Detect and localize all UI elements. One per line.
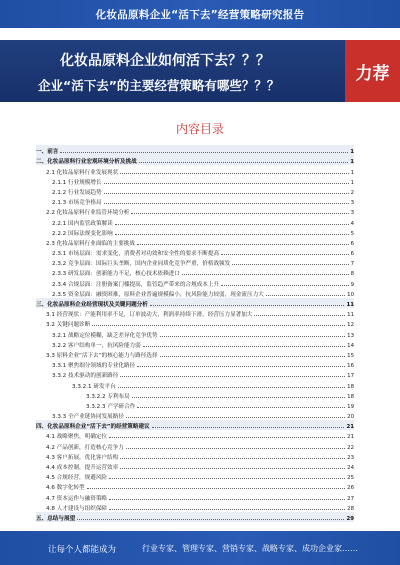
toc-entry-label: 一、前言 (36, 149, 59, 156)
toc-page-number: 1 (350, 149, 354, 156)
banner-subheadline: 企业“活下去”的主要经营策略有哪些？？？ (38, 78, 280, 93)
toc-entry-label: 2.3 化妆品原料行业面临的主要挑战 (46, 240, 135, 247)
toc-page-number: 5 (350, 230, 354, 237)
toc-leader-dots (143, 346, 345, 347)
toc-entry-label: 2.1.1 行业规模增长 (52, 179, 102, 186)
toc-page-number: 1 (350, 179, 354, 186)
toc-entry[interactable] (36, 440, 354, 450)
toc-leader-dots (120, 376, 345, 377)
banner-headline: 化妆品原料企业如何活下去？？？ (60, 53, 270, 69)
toc-page-number: 28 (347, 505, 354, 512)
toc-leader-dots (126, 417, 345, 418)
toc-entry-label: 4.6 数字化转型 (46, 485, 85, 492)
toc-page-number: 1 (350, 169, 354, 176)
toc-entry[interactable] (36, 165, 354, 175)
toc-entry[interactable] (36, 502, 354, 512)
toc-entry-label: 3.3.1 聚焦细分领域的专业化路径 (52, 363, 136, 370)
toc-entry[interactable] (36, 237, 354, 247)
toc-entry[interactable] (36, 379, 354, 389)
toc-entry[interactable] (36, 206, 354, 216)
toc-entry[interactable] (36, 227, 354, 237)
toc-leader-dots (160, 336, 346, 337)
toc-leader-dots (92, 325, 345, 326)
toc-entry[interactable] (36, 176, 354, 186)
toc-page-number: 25 (347, 475, 354, 482)
toc-page-number: 18 (347, 383, 354, 390)
toc-page-number: 14 (347, 342, 354, 349)
toc-page-number: 24 (347, 465, 354, 471)
toc-entry[interactable] (36, 155, 354, 165)
toc-leader-dots (115, 224, 349, 225)
toc-entry-label: 2.2 化妆品原料行业监管环境分析 (46, 210, 130, 217)
toc-entry[interactable] (36, 491, 354, 501)
toc-title: 内容目录 (175, 122, 224, 136)
toc-page-number: 21 (347, 434, 354, 441)
toc-page-number: 12 (347, 322, 354, 329)
toc-leader-dots (126, 448, 345, 449)
toc-entry[interactable] (36, 430, 354, 440)
toc-page-number: 16 (347, 363, 354, 370)
toc-leader-dots (104, 203, 349, 204)
toc-entry[interactable] (36, 451, 354, 461)
toc-entry[interactable] (36, 145, 354, 155)
toc-leader-dots (137, 244, 349, 245)
toc-leader-dots (109, 478, 345, 479)
toc-entry-label: 2.2.1 国内监管政策解读 (52, 220, 113, 227)
toc-page-number: 27 (347, 495, 354, 502)
toc-leader-dots (254, 315, 345, 316)
toc-page-number: 15 (347, 352, 354, 359)
toc-entry-label: 4.1 战略聚焦，明确定位 (46, 434, 108, 441)
toc-entry[interactable] (36, 339, 354, 349)
toc-entry-label: 2.3.1 市场层面：需求变化，消费者对功效和安全性的要求不断提高 (52, 251, 220, 258)
toc-entry[interactable] (36, 267, 354, 277)
toc-leader-dots (150, 305, 345, 306)
toc-page-number: 19 (347, 403, 354, 410)
toc-entry[interactable] (36, 257, 354, 267)
toc-page-number: 23 (347, 454, 354, 461)
toc-entry-label: 2.3.5 资金层面：融资困难，原料企业普遍规模偏小，抗风险能力较弱，现金流压力大 (52, 291, 264, 298)
toc-entry[interactable] (36, 512, 354, 522)
toc-entry[interactable] (36, 196, 354, 206)
toc-leader-dots (120, 173, 348, 174)
toc-entry[interactable] (36, 216, 354, 226)
toc-leader-dots (60, 152, 348, 153)
brand-stamp-text: 力荐 (355, 63, 390, 84)
toc-entry-label: 4.7 资本运作与融资策略 (46, 495, 108, 502)
toc-leader-dots (132, 397, 345, 398)
toc-page-number: 21 (346, 424, 354, 431)
toc-entry-label: 2.3.2 竞争层面：国际巨头垄断，国内企业同质化竞争严重，价格战频发 (52, 261, 231, 268)
toc-entry-label: 3.3.2 技术驱动的创新路径 (52, 373, 119, 380)
toc-entry-label: 四、化妆品原料企业“活下去”的经营策略建议 (36, 424, 150, 431)
title-banner (0, 40, 400, 102)
toc-entry-label: 2.1.3 市场竞争格局 (52, 200, 102, 207)
toc-page-number: 4 (350, 220, 354, 227)
toc-page-number: 3 (350, 200, 354, 207)
toc-leader-dots (139, 162, 349, 163)
toc-entry[interactable] (36, 410, 354, 420)
toc-entry[interactable] (36, 349, 354, 359)
toc-page-number: 13 (347, 332, 354, 339)
toc-leader-dots (137, 407, 345, 408)
toc-page-number: 17 (347, 373, 354, 380)
toc-page-number: 29 (346, 515, 354, 522)
toc-entry[interactable] (36, 288, 354, 298)
toc-page-number: 2 (350, 189, 354, 196)
toc-leader-dots (109, 499, 345, 500)
toc-leader-dots (137, 366, 345, 367)
toc-entry-label: 4.5 合规经营，规避风险 (46, 475, 108, 482)
toc-page-number: 7 (350, 261, 354, 268)
toc-entry-label: 4.3 客户拓展，优化客户结构 (46, 454, 119, 461)
toc-entry-label: 3.2.1 战略定位模糊，缺乏差异化竞争优势 (52, 332, 158, 339)
toc-entry-label: 2.3.4 合规层面：注册备案门槛提高，监管趋严带来的合规成本上升 (52, 281, 220, 288)
toc-entry-label: 2.1 化妆品原料行业发展现状 (46, 169, 119, 176)
toc-entry[interactable] (36, 277, 354, 287)
toc-entry[interactable] (36, 481, 354, 491)
toc-entry-label: 3.3.2.3 产学研合作 (86, 403, 136, 410)
toc-entry[interactable] (36, 328, 354, 338)
toc-entry[interactable] (36, 369, 354, 379)
table-of-contents (36, 145, 354, 522)
toc-page-number: 8 (350, 271, 354, 278)
toc-leader-dots (221, 254, 349, 255)
brand-stamp (345, 40, 400, 102)
toc-leader-dots (109, 509, 345, 510)
toc-entry-label: 3.3.2.2 专利布局 (86, 393, 130, 400)
banner-navy-panel (0, 40, 345, 102)
toc-page-number: 18 (347, 393, 354, 400)
toc-entry[interactable] (36, 298, 354, 308)
toc-entry[interactable] (36, 390, 354, 400)
toc-entry[interactable] (36, 186, 354, 196)
toc-leader-dots (266, 295, 345, 296)
toc-entry-label: 3.3.2.1 研发平台 (72, 383, 116, 390)
report-header-bar (0, 0, 400, 28)
toc-entry[interactable] (36, 308, 354, 318)
toc-page-number: 11 (347, 312, 354, 319)
toc-entry-label: 3.3 原料企业“活下去”的核心能力与路径选择 (46, 352, 158, 359)
toc-entry-label: 3.2 关键问题诊断 (46, 322, 91, 329)
toc-leader-dots (182, 274, 349, 275)
toc-entry-label: 2.2.2 国际法规变化影响 (52, 230, 113, 237)
toc-page-number: 3 (350, 210, 354, 217)
toc-leader-dots (221, 285, 349, 286)
toc-leader-dots (115, 234, 349, 235)
toc-entry-label: 4.4 成本控制，提升运营效率 (46, 465, 119, 471)
toc-entry-label: 4.8 人才建设与组织保障 (46, 505, 108, 512)
toc-entry[interactable] (36, 471, 354, 481)
toc-page-number: 10 (347, 291, 354, 298)
report-title: 化妆品原料企业“活下去”经营策略研究报告 (95, 8, 305, 21)
toc-leader-dots (77, 519, 344, 520)
toc-entry-label: 3.1 经营现状：产能利用率不足，订单波动大，利润率持续下滑，经营压力显著加大 (46, 312, 253, 319)
toc-leader-dots (118, 387, 345, 388)
toc-entry[interactable] (36, 359, 354, 369)
toc-page-number: 1 (350, 159, 354, 166)
toc-entry-label: 2.1.2 行业发展趋势 (52, 189, 102, 196)
toc-entry[interactable] (36, 400, 354, 410)
toc-entry-label: 2.3.3 研发层面：创新能力不足，核心技术依赖进口 (52, 271, 180, 278)
toc-entry-label: 3.2.2 客户结构单一，抗风险能力弱 (52, 342, 141, 349)
toc-entry-label: 二、化妆品原料行业宏观环境分析及挑战 (36, 159, 137, 166)
toc-page-number: 11 (346, 302, 354, 308)
toc-entry-label: 3.3.3 全产业链协同发展路径 (52, 414, 124, 421)
toc-entry[interactable] (36, 247, 354, 257)
toc-leader-dots (120, 468, 345, 469)
toc-page-number: 20 (347, 414, 354, 421)
toc-entry-label: 五、总结与展望 (36, 515, 76, 522)
toc-leader-dots (131, 213, 348, 214)
footer-bar (0, 531, 400, 565)
toc-entry[interactable] (36, 318, 354, 328)
toc-leader-dots (87, 488, 345, 489)
toc-entry[interactable] (36, 420, 354, 430)
toc-leader-dots (160, 356, 346, 357)
toc-page-number: 26 (347, 485, 354, 492)
toc-leader-dots (104, 193, 349, 194)
toc-page-number: 6 (350, 240, 354, 247)
toc-leader-dots (152, 427, 345, 428)
toc-leader-dots (232, 264, 348, 265)
footer-tagline: 行业专家、管理专家、营销专家、战略专家、成功企业家…… (142, 544, 358, 553)
toc-page-number: 22 (347, 444, 354, 451)
toc-entry[interactable] (36, 461, 354, 471)
footer-slogan: 让每个人都能成为 (48, 545, 117, 555)
toc-page-number: 9 (350, 281, 354, 288)
toc-leader-dots (109, 437, 345, 438)
toc-page-number: 6 (350, 251, 354, 258)
toc-leader-dots (104, 183, 349, 184)
toc-entry-label: 4.2 产品创新，打造核心竞争力 (46, 444, 124, 451)
toc-entry-label: 三、化妆品原料企业经营现状及关键问题分析 (36, 302, 148, 308)
toc-leader-dots (120, 458, 345, 459)
